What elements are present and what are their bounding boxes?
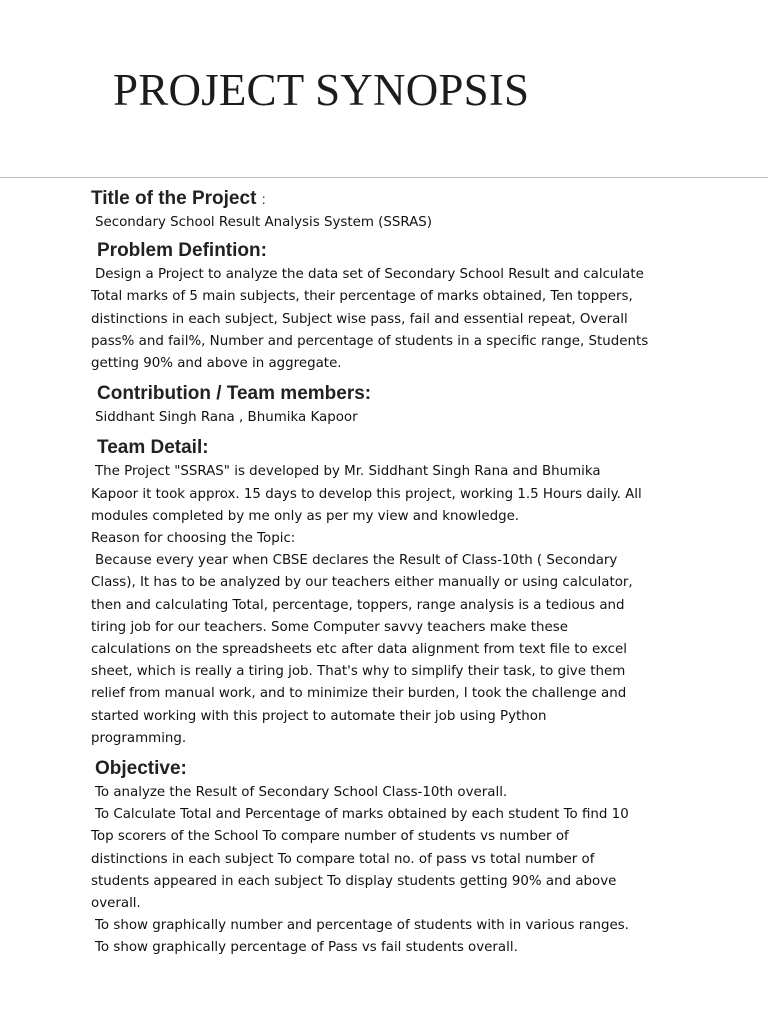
team-detail-line: calculations on the spreadsheets etc after data alignment from text file to excel	[91, 642, 628, 658]
objective-heading: Objective:	[95, 758, 187, 780]
objective-line: distinctions in each subject To compare total no. of pass vs total number of	[91, 851, 595, 867]
objective-line: overall.	[91, 896, 141, 912]
team-members-text: Siddhant Singh Rana , Bhumika Kapoor	[95, 410, 358, 426]
team-detail-line: Class), It has to be analyzed by our teachers either manually or using calculator,	[91, 575, 633, 591]
problem-line: pass% and fail%, Number and percentage of students in a specific range, Students	[91, 333, 649, 349]
objective-line: To Calculate Total and Percentage of marks obtained by each student To find 10	[95, 807, 629, 823]
team-detail-line: The Project "SSRAS" is developed by Mr. Siddhant Singh Rana and Bhumika	[95, 464, 601, 480]
title-divider	[0, 177, 768, 178]
objective-line: To show graphically number and percentage of students with in various ranges.	[95, 918, 629, 934]
problem-line: getting 90% and above in aggregate.	[91, 356, 342, 372]
problem-definition-body	[91, 264, 691, 375]
problem-line: distinctions in each subject, Subject wise pass, fail and essential repeat, Overall	[91, 311, 628, 327]
team-detail-line: modules completed by me only as per my view and knowledge.	[91, 508, 520, 524]
objective-line: Top scorers of the School To compare number of students vs number of	[91, 829, 569, 845]
objective-line: To show graphically percentage of Pass vs fail students overall.	[95, 940, 518, 956]
team-detail-line: programming.	[91, 730, 187, 746]
objective-body	[91, 782, 691, 960]
team-detail-line: sheet, which is really a tiring job. That's why to simplify their task, to give them	[91, 664, 626, 680]
objective-line: To analyze the Result of Secondary School Class-10th overall.	[95, 785, 508, 801]
team-detail-line: tiring job for our teachers. Some Computer savvy teachers make these	[91, 619, 568, 635]
team-detail-heading: Team Detail:	[97, 437, 209, 459]
team-detail-line: Kapoor it took approx. 15 days to develop this project, working 1.5 Hours daily. All	[91, 486, 642, 502]
problem-line: Design a Project to analyze the data set of Secondary School Result and calculate	[95, 267, 644, 283]
reason-subheading: Reason for choosing the Topic:	[91, 531, 296, 547]
document-title: PROJECT SYNOPSIS	[113, 65, 530, 115]
team-detail-line: then and calculating Total, percentage, toppers, range analysis is a tedious and	[91, 597, 625, 613]
problem-line: Total marks of 5 main subjects, their percentage of marks obtained, Ten toppers,	[91, 289, 633, 305]
project-title-text: Secondary School Result Analysis System (SSRAS)	[95, 215, 433, 230]
project-title-heading	[91, 186, 691, 212]
project-title-heading-colon: :	[261, 191, 266, 207]
contribution-heading: Contribution / Team members:	[97, 383, 372, 405]
objective-line: students appeared in each subject To display students getting 90% and above	[91, 873, 617, 889]
team-detail-line: Because every year when CBSE declares the Result of Class-10th ( Secondary	[95, 553, 618, 569]
project-title-heading-label: Title of the Project	[91, 188, 257, 209]
team-detail-line: relief from manual work, and to minimize their burden, I took the challenge and	[91, 686, 627, 702]
team-detail-body	[91, 461, 691, 750]
problem-definition-heading: Problem Defintion:	[97, 240, 267, 262]
synopsis-body	[91, 186, 691, 960]
team-detail-line: started working with this project to automate their job using Python	[91, 708, 547, 724]
